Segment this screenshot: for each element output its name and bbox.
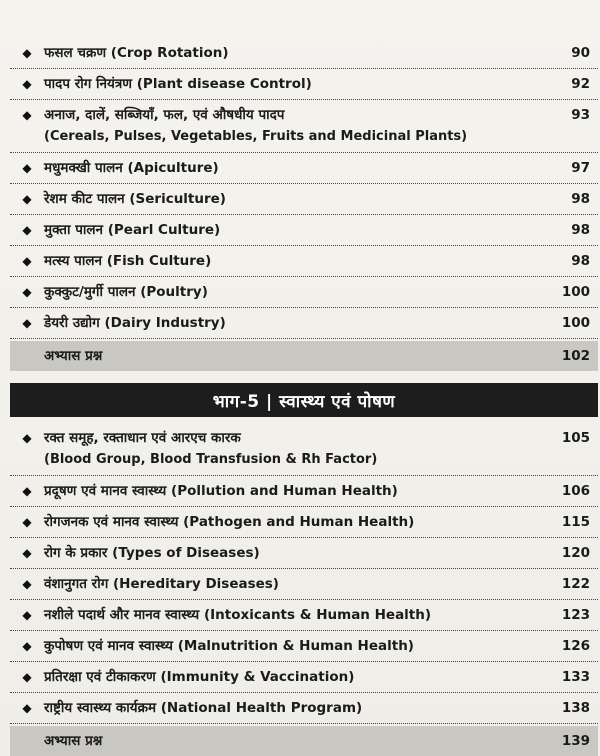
diamond-bullet-icon: ◆	[22, 223, 32, 237]
toc-entry-national-health-program[interactable]	[10, 693, 598, 724]
entry-page-number: 100	[561, 315, 590, 331]
entry-title-en: (Fish Culture)	[106, 253, 212, 269]
section-header-part-5: भाग-5 | स्वास्थ्य एवं पोषण	[10, 383, 598, 417]
entry-title-hi: वंशानुगत रोग	[44, 576, 109, 592]
entry-title-en: (Hereditary Diseases)	[113, 576, 279, 592]
entry-title-en: (Poultry)	[140, 284, 208, 300]
practice-page-number: 102	[561, 348, 590, 364]
toc-entry-hereditary-diseases[interactable]	[10, 569, 598, 600]
toc-entry-dairy-industry[interactable]	[10, 308, 598, 339]
toc-entry-fish-culture[interactable]	[10, 246, 598, 277]
diamond-bullet-icon: ◆	[22, 254, 32, 268]
entry-title-hi: अनाज, दालें, सब्जियाँ, फल, एवं औषधीय पादप	[44, 107, 285, 123]
entry-page-number: 98	[571, 222, 590, 238]
entry-page-number: 93	[571, 107, 590, 123]
entry-title-en: (Types of Diseases)	[112, 545, 260, 561]
entry-title-en: (Blood Group, Blood Transfusion & Rh Factor)	[44, 452, 378, 467]
entry-title-en: (Apiculture)	[127, 160, 219, 176]
entry-title-en: (Dairy Industry)	[104, 315, 226, 331]
entry-title-hi: प्रतिरक्षा एवं टीकाकरण	[44, 669, 156, 685]
entry-title-hi: रक्त समूह, रक्ताधान एवं आरएच कारक	[44, 430, 241, 446]
entry-title-hi: नशीले पदार्थ और मानव स्वास्थ्य	[44, 607, 200, 623]
toc-entry-plant-disease-control[interactable]	[10, 69, 598, 100]
entry-title-hi: मधुमक्खी पालन	[44, 160, 123, 176]
entry-title-hi: रोगजनक एवं मानव स्वास्थ्य	[44, 514, 179, 530]
entry-title-en: (Pearl Culture)	[107, 222, 221, 238]
toc-entry-blood-group[interactable]	[10, 423, 598, 476]
toc-entry-cereals-pulses[interactable]	[10, 100, 598, 153]
toc-entry-immunity-vaccination[interactable]	[10, 662, 598, 693]
practice-page-number: 139	[561, 733, 590, 749]
diamond-bullet-icon: ◆	[22, 431, 32, 445]
entry-title-en: (Sericulture)	[129, 191, 226, 207]
entry-title-hi: पादप रोग नियंत्रण	[44, 76, 133, 92]
diamond-bullet-icon: ◆	[22, 108, 32, 122]
diamond-bullet-icon: ◆	[22, 316, 32, 330]
toc-entry-practice-questions[interactable]	[10, 341, 598, 371]
entry-title-en: (Intoxicants & Human Health)	[203, 607, 432, 623]
diamond-bullet-icon: ◆	[22, 670, 32, 684]
toc-entry-types-of-diseases[interactable]	[10, 538, 598, 569]
entry-title-hi: राष्ट्रीय स्वास्थ्य कार्यक्रम	[44, 700, 157, 716]
entry-page-number: 123	[561, 607, 590, 623]
toc-entry-pollution[interactable]	[10, 476, 598, 507]
entry-title-en: (National Health Program)	[160, 700, 363, 716]
toc-entry-pathogen[interactable]	[10, 507, 598, 538]
diamond-bullet-icon: ◆	[22, 46, 32, 60]
diamond-bullet-icon: ◆	[22, 701, 32, 715]
entry-title-hi: रोग के प्रकार	[44, 545, 108, 561]
diamond-bullet-icon: ◆	[22, 546, 32, 560]
toc-entry-apiculture[interactable]	[10, 153, 598, 184]
entry-title-en: (Plant disease Control)	[136, 76, 312, 92]
entry-page-number: 120	[561, 545, 590, 561]
contents-list	[10, 38, 598, 756]
entry-title-en: (Pollution and Human Health)	[171, 483, 398, 499]
entry-page-number: 138	[561, 700, 590, 716]
toc-entry-malnutrition[interactable]	[10, 631, 598, 662]
diamond-bullet-icon: ◆	[22, 639, 32, 653]
entry-page-number: 98	[571, 191, 590, 207]
toc-entry-intoxicants[interactable]	[10, 600, 598, 631]
toc-entry-poultry[interactable]	[10, 277, 598, 308]
entry-title-hi: फसल चक्रण	[44, 45, 107, 61]
toc-entry-sericulture[interactable]	[10, 184, 598, 215]
entry-page-number: 133	[561, 669, 590, 685]
entry-title-en: (Cereals, Pulses, Vegetables, Fruits and Medicinal Plants)	[44, 129, 468, 144]
entry-title-en: (Malnutrition & Human Health)	[177, 638, 414, 654]
diamond-bullet-icon: ◆	[22, 484, 32, 498]
entry-title-hi: प्रदूषण एवं मानव स्वास्थ्य	[44, 483, 167, 499]
diamond-bullet-icon: ◆	[22, 77, 32, 91]
entry-page-number: 98	[571, 253, 590, 269]
entry-page-number: 90	[571, 45, 590, 61]
diamond-bullet-icon: ◆	[22, 515, 32, 529]
entry-title-hi: कुपोषण एवं मानव स्वास्थ्य	[44, 638, 174, 654]
entry-page-number: 115	[561, 514, 590, 530]
toc-entry-pearl-culture[interactable]	[10, 215, 598, 246]
entry-page-number: 126	[561, 638, 590, 654]
entry-title-en: (Crop Rotation)	[110, 45, 229, 61]
entry-title-hi: डेयरी उद्योग	[44, 315, 100, 331]
diamond-bullet-icon: ◆	[22, 161, 32, 175]
entry-page-number: 105	[561, 430, 590, 446]
entry-page-number: 92	[571, 76, 590, 92]
entry-page-number: 97	[571, 160, 590, 176]
entry-title-en: (Pathogen and Human Health)	[183, 514, 415, 530]
toc-entry-crop-rotation[interactable]	[10, 38, 598, 69]
diamond-bullet-icon: ◆	[22, 577, 32, 591]
entry-title-hi: मत्स्य पालन	[44, 253, 102, 269]
entry-page-number: 100	[561, 284, 590, 300]
entry-title-hi: मुक्ता पालन	[44, 222, 104, 238]
practice-label: अभ्यास प्रश्न	[44, 733, 103, 749]
diamond-bullet-icon: ◆	[22, 608, 32, 622]
entry-title-en: (Immunity & Vaccination)	[160, 669, 355, 685]
entry-page-number: 122	[561, 576, 590, 592]
diamond-bullet-icon: ◆	[22, 192, 32, 206]
practice-label: अभ्यास प्रश्न	[44, 348, 103, 364]
entry-title-hi: रेशम कीट पालन	[44, 191, 125, 207]
toc-entry-practice-questions-2[interactable]	[10, 726, 598, 756]
diamond-bullet-icon: ◆	[22, 285, 32, 299]
entry-page-number: 106	[561, 483, 590, 499]
entry-title-hi: कुक्कुट/मुर्गी पालन	[44, 284, 136, 300]
